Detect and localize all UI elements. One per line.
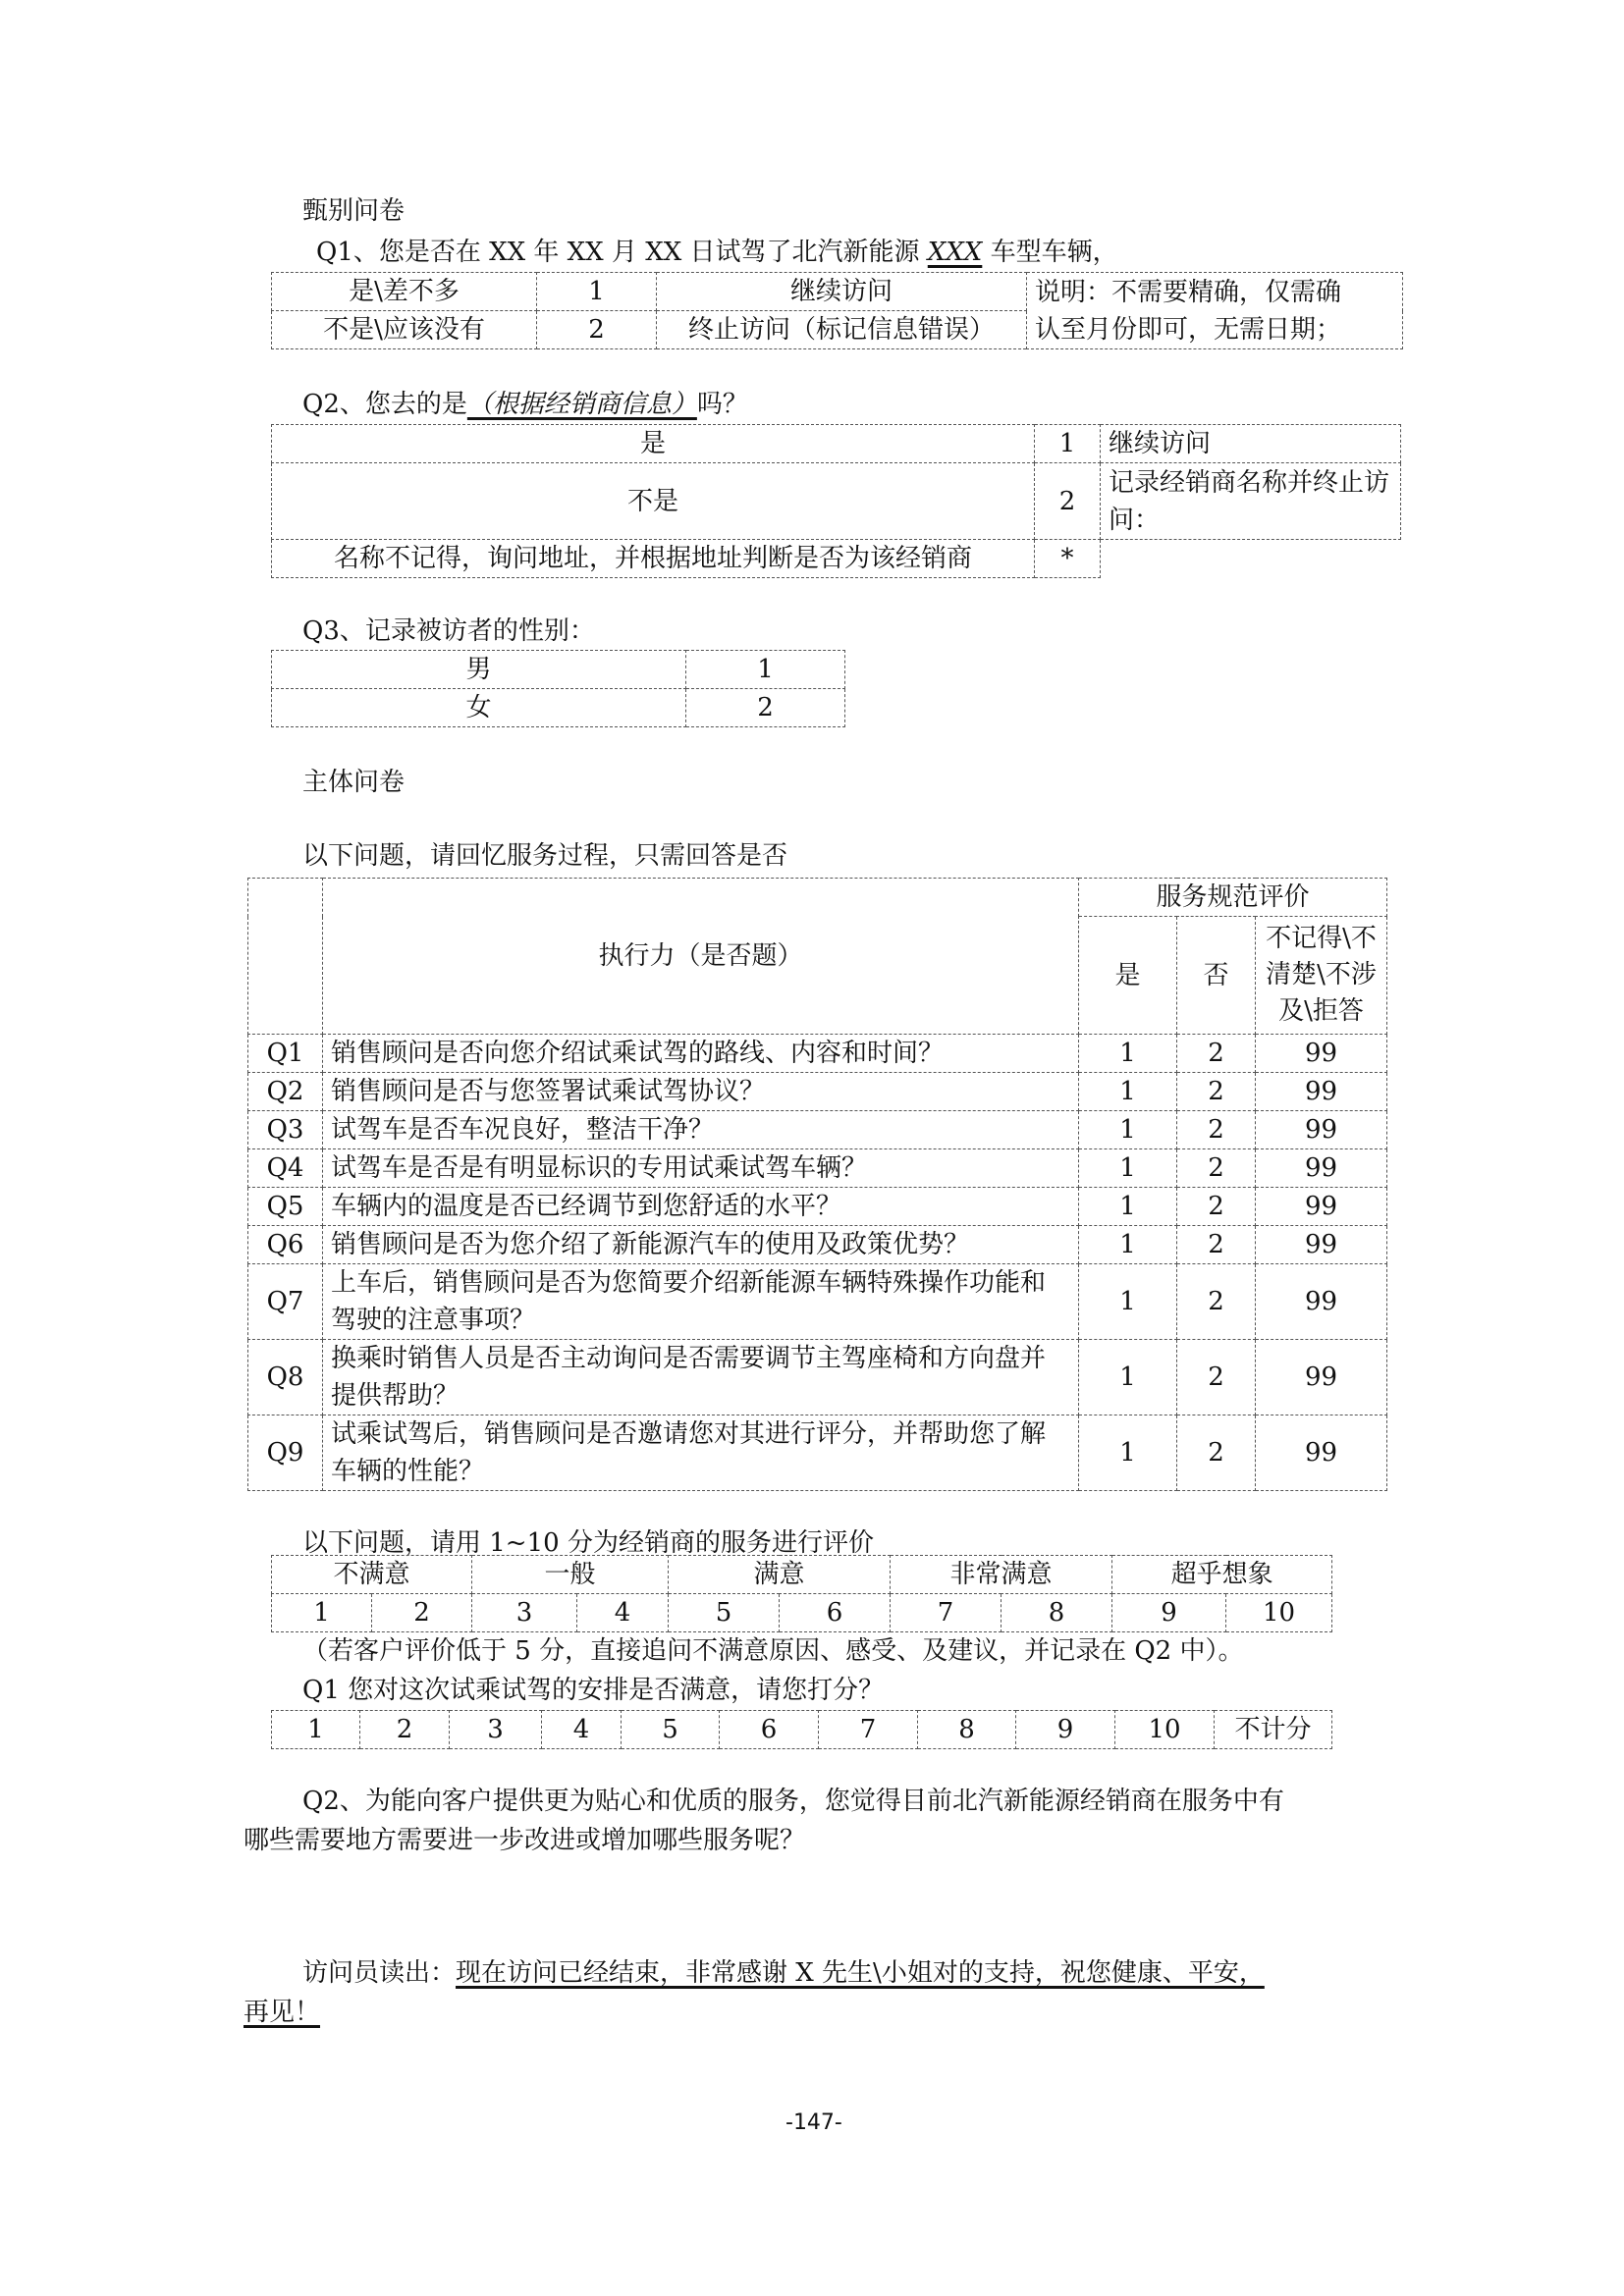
answer-cell: 是 (272, 425, 1035, 463)
scale-group-label: 满意 (669, 1556, 891, 1594)
scale-group-row (272, 1556, 1332, 1594)
table-row (248, 1340, 1387, 1415)
score-option: 1 (272, 1711, 360, 1749)
table-row (248, 1264, 1387, 1340)
table-row (248, 1415, 1387, 1491)
screening-q3-table (271, 650, 845, 727)
row-question-cell: 试驾车是否车况良好，整洁干净？ (323, 1111, 1079, 1149)
code-cell: 2 (1035, 463, 1101, 540)
closing-text: 现在访问已经结束，非常感谢 X 先生\小姐对的支持，祝您健康、平安， (456, 1958, 1265, 1988)
q2-suffix: 吗？ (696, 390, 748, 419)
row-other-cell: 99 (1256, 1035, 1387, 1073)
score-option: 2 (360, 1711, 450, 1749)
row-yes-cell: 1 (1079, 1188, 1177, 1226)
table-row (272, 540, 1401, 578)
table-row (272, 463, 1401, 540)
action-cell: 记录经销商名称并终止访问： (1101, 463, 1401, 540)
answer-cell: 名称不记得，询问地址，并根据地址判断是否为该经销商 (272, 540, 1035, 578)
row-question-cell: 销售顾问是否与您签署试乘试驾协议？ (323, 1073, 1079, 1111)
row-yes-cell: 1 (1079, 1035, 1177, 1073)
scale-score: 4 (577, 1594, 669, 1632)
code-cell: 1 (537, 273, 657, 311)
table-row (248, 1111, 1387, 1149)
row-yes-cell: 1 (1079, 1264, 1177, 1340)
scale-score: 3 (472, 1594, 577, 1632)
rating-scale-table (271, 1555, 1332, 1632)
q1-prefix: Q1、您是否在 XX 年 XX 月 XX 日试驾了北汽新能源 (316, 238, 928, 267)
q2-prefix: Q2、您去的是 (302, 390, 467, 419)
score-option: 3 (450, 1711, 542, 1749)
row-question-cell: 销售顾问是否向您介绍试乘试驾的路线、内容和时间？ (323, 1035, 1079, 1073)
row-yes-cell: 1 (1079, 1111, 1177, 1149)
row-yes-cell: 1 (1079, 1415, 1177, 1491)
row-other-cell: 99 (1256, 1340, 1387, 1415)
rating-q1-table (271, 1710, 1332, 1749)
yes-header: 是 (1079, 917, 1177, 1035)
score-option: 不计分 (1215, 1711, 1332, 1749)
scale-score: 2 (372, 1594, 472, 1632)
table-row (272, 651, 845, 689)
row-yes-cell: 1 (1079, 1073, 1177, 1111)
row-no-cell: 2 (1177, 1073, 1256, 1111)
code-cell: * (1035, 540, 1101, 578)
row-other-cell: 99 (1256, 1149, 1387, 1188)
page-number: -147- (785, 2110, 842, 2135)
table-row (248, 1073, 1387, 1111)
scale-score-row (272, 1594, 1332, 1632)
row-question-cell: 上车后，销售顾问是否为您简要介绍新能源车辆特殊操作功能和驾驶的注意事项？ (323, 1264, 1079, 1340)
q1-model: XXX (927, 238, 983, 267)
score-option: 8 (918, 1711, 1016, 1749)
row-no-cell: 2 (1177, 1111, 1256, 1149)
table-row (272, 273, 1403, 311)
row-question-cell: 换乘时销售人员是否主动询问是否需要调节主驾座椅和方向盘并提供帮助？ (323, 1340, 1079, 1415)
row-id-cell: Q9 (248, 1415, 323, 1491)
note-line: 认至月份即可，无需日期； (1035, 314, 1342, 345)
rating-note: （若客户评价低于 5 分，直接追问不满意原因、感受、及建议，并记录在 Q2 中）。 (302, 1636, 1244, 1666)
scale-group-label: 非常满意 (891, 1556, 1112, 1594)
rating-intro: 以下问题，请用 1~10 分为经销商的服务进行评价 (302, 1528, 874, 1558)
row-question-cell: 试乘试驾后，销售顾问是否邀请您对其进行评分，并帮助您了解车辆的性能？ (323, 1415, 1079, 1491)
answer-cell: 是\差不多 (272, 273, 537, 311)
q2-line1: Q2、为能向客户提供更为贴心和优质的服务，您觉得目前北汽新能源经销商在服务中有 (302, 1787, 1284, 1816)
score-options-row (272, 1711, 1332, 1749)
score-option: 7 (819, 1711, 918, 1749)
rating-q1: Q1 您对这次试乘试驾的安排是否满意，请您打分？ (302, 1676, 885, 1705)
row-no-cell: 2 (1177, 1264, 1256, 1340)
scale-group-label: 一般 (472, 1556, 669, 1594)
action-cell: 继续访问 (657, 273, 1027, 311)
row-other-cell: 99 (1256, 1188, 1387, 1226)
closing-label: 访问员读出： (302, 1958, 457, 1988)
code-cell: 1 (1035, 425, 1101, 463)
closing-line2: 再见！ (244, 1998, 321, 2027)
row-no-cell: 2 (1177, 1340, 1256, 1415)
scale-score: 6 (780, 1594, 891, 1632)
group-header: 服务规范评价 (1079, 879, 1387, 917)
score-option: 6 (720, 1711, 819, 1749)
scale-group-label: 超乎想象 (1112, 1556, 1332, 1594)
answer-cell: 不是 (272, 463, 1035, 540)
scale-score: 1 (272, 1594, 372, 1632)
row-id-cell: Q7 (248, 1264, 323, 1340)
row-question-cell: 试驾车是否是有明显标识的专用试乘试驾车辆？ (323, 1149, 1079, 1188)
row-id-cell: Q5 (248, 1188, 323, 1226)
row-no-cell: 2 (1177, 1415, 1256, 1491)
scale-score: 9 (1112, 1594, 1226, 1632)
row-other-cell: 99 (1256, 1264, 1387, 1340)
row-question-cell: 销售顾问是否为您介绍了新能源汽车的使用及政策优势？ (323, 1226, 1079, 1264)
answer-cell: 女 (272, 689, 686, 727)
row-yes-cell: 1 (1079, 1226, 1177, 1264)
q1-suffix: 车型车辆， (982, 238, 1118, 267)
table-row (248, 1149, 1387, 1188)
row-other-cell: 99 (1256, 1073, 1387, 1111)
scale-score: 5 (669, 1594, 780, 1632)
answer-cell: 男 (272, 651, 686, 689)
table-row (248, 1188, 1387, 1226)
screening-q2-question (302, 390, 748, 420)
scale-score: 8 (1001, 1594, 1112, 1632)
row-id-cell: Q3 (248, 1111, 323, 1149)
scale-group-label: 不满意 (272, 1556, 472, 1594)
score-option: 4 (542, 1711, 622, 1749)
score-option: 10 (1115, 1711, 1215, 1749)
table-row (272, 425, 1401, 463)
header-row (248, 879, 1387, 917)
answer-cell: 不是\应该没有 (272, 311, 537, 349)
screening-q3-question: Q3、记录被访者的性别： (302, 616, 595, 646)
row-no-cell: 2 (1177, 1188, 1256, 1226)
row-yes-cell: 1 (1079, 1340, 1177, 1415)
table-row (272, 689, 845, 727)
compliance-table (247, 878, 1387, 1491)
scale-score: 10 (1226, 1594, 1332, 1632)
note-cell (1027, 273, 1403, 349)
score-option: 9 (1016, 1711, 1115, 1749)
main-title: 主体问卷 (302, 768, 406, 797)
table-row (248, 1226, 1387, 1264)
screening-q2-table (271, 424, 1401, 578)
row-no-cell: 2 (1177, 1149, 1256, 1188)
row-other-cell: 99 (1256, 1226, 1387, 1264)
row-id-cell: Q6 (248, 1226, 323, 1264)
empty-cell (1101, 540, 1401, 578)
id-header-cell (248, 879, 323, 1035)
q2-dealer: （根据经销商信息） (466, 390, 697, 419)
question-header: 执行力（是否题） (323, 879, 1079, 1035)
row-no-cell: 2 (1177, 1226, 1256, 1264)
q2-line2: 哪些需要地方需要进一步改进或增加哪些服务呢？ (244, 1826, 806, 1855)
row-id-cell: Q4 (248, 1149, 323, 1188)
row-no-cell: 2 (1177, 1035, 1256, 1073)
row-id-cell: Q2 (248, 1073, 323, 1111)
row-id-cell: Q8 (248, 1340, 323, 1415)
score-option: 5 (622, 1711, 720, 1749)
row-other-cell: 99 (1256, 1415, 1387, 1491)
closing-line1 (302, 1958, 1265, 1989)
action-cell: 继续访问 (1101, 425, 1401, 463)
screening-title: 甄别问卷 (302, 196, 406, 226)
no-header: 否 (1177, 917, 1256, 1035)
code-cell: 2 (537, 311, 657, 349)
row-other-cell: 99 (1256, 1111, 1387, 1149)
table-row (248, 1035, 1387, 1073)
main-intro: 以下问题，请回忆服务过程，只需回答是否 (302, 841, 788, 871)
screening-q1-question (316, 238, 1118, 268)
code-cell: 1 (686, 651, 845, 689)
note-line: 说明：不需要精确，仅需确 (1035, 277, 1342, 307)
scale-score: 7 (891, 1594, 1001, 1632)
row-question-cell: 车辆内的温度是否已经调节到您舒适的水平？ (323, 1188, 1079, 1226)
action-cell: 终止访问（标记信息错误） (657, 311, 1027, 349)
screening-q1-table (271, 272, 1403, 349)
code-cell: 2 (686, 689, 845, 727)
row-yes-cell: 1 (1079, 1149, 1177, 1188)
row-id-cell: Q1 (248, 1035, 323, 1073)
other-header: 不记得\不清楚\不涉及\拒答 (1256, 917, 1387, 1035)
